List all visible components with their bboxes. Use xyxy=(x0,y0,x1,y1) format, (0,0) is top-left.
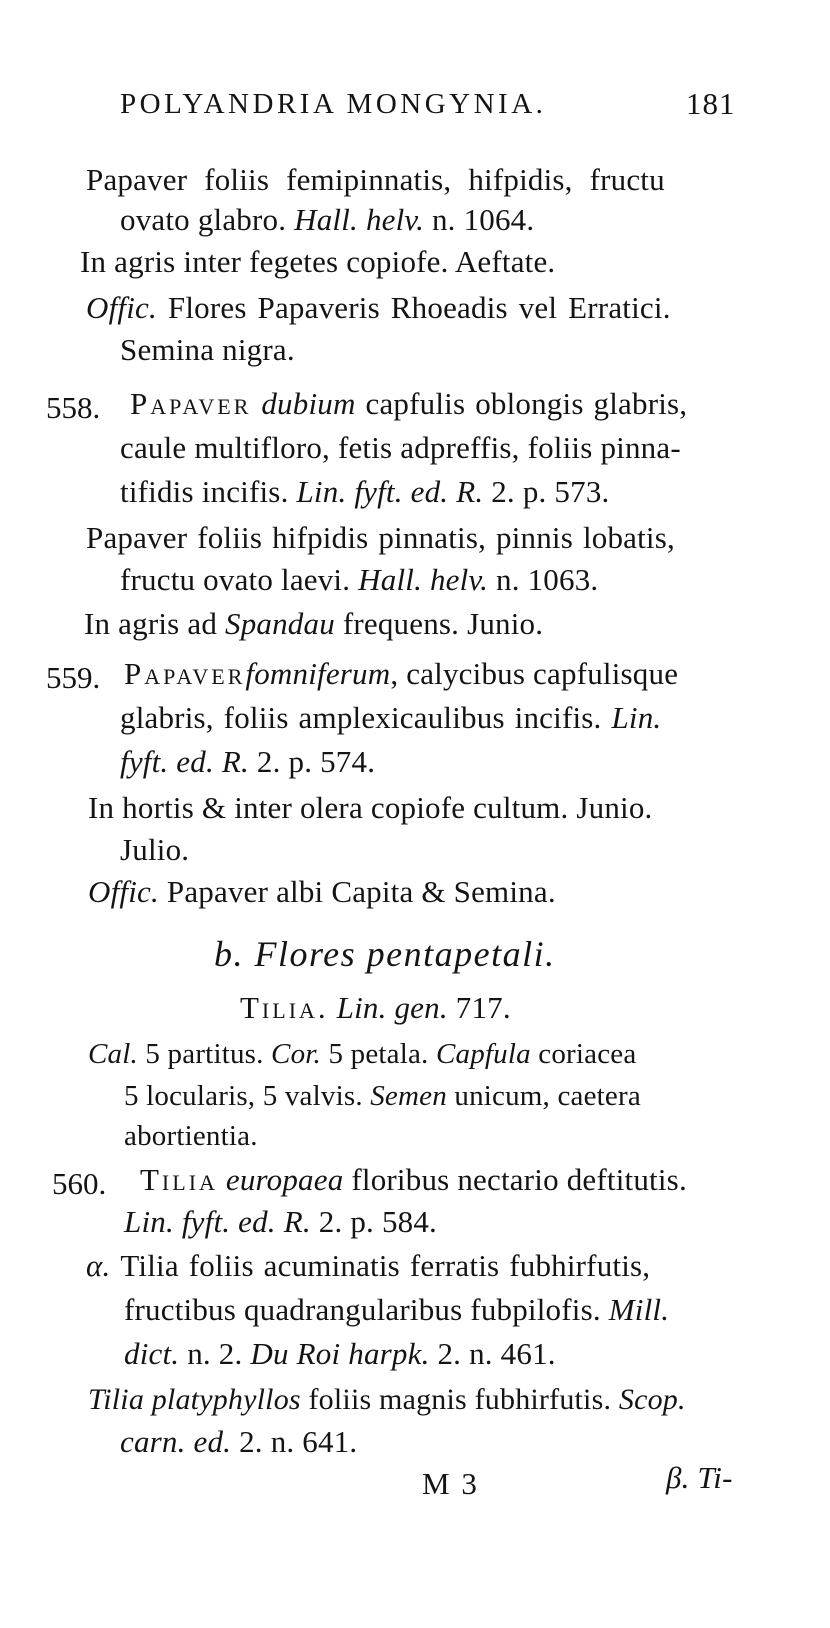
entry-559-line-4: In hortis & inter olera copiofe cultum. Junio. xyxy=(88,790,653,825)
running-title: POLYANDRIA MONGYNIA. xyxy=(120,88,547,120)
entry-560-line-2: Lin. fyft. ed. R. 2. p. 584. xyxy=(124,1204,437,1239)
genus-tilia-line-3: abortientia. xyxy=(124,1120,258,1152)
entry-558-line-5: fructu ovato laevi. Hall. helv. n. 1063. xyxy=(120,562,599,597)
entry-560-line-6: Tilia platyphyllos foliis magnis fubhirfutis. Scop. xyxy=(88,1383,686,1416)
entry-560-line-3: α. Tilia foliis acuminatis ferratis fubhirfutis, xyxy=(86,1248,651,1283)
entry-560-line-1: Tilia europaea floribus nectario deftitutis. xyxy=(140,1162,687,1197)
genus-tilia-line-1: Cal. 5 partitus. Cor. 5 petala. Capfula coriacea xyxy=(88,1038,637,1070)
genus-tilia-line-2: 5 locularis, 5 valvis. Semen unicum, caetera xyxy=(124,1080,641,1112)
entry-558-line-2: caule multifloro, fetis adpreffis, foliis pinna- xyxy=(120,430,681,465)
entry-560-line-7: carn. ed. 2. n. 641. xyxy=(120,1424,358,1459)
entry-558-line-6: In agris ad Spandau frequens. Junio. xyxy=(84,606,544,641)
signature-mark: M 3 xyxy=(422,1466,479,1501)
entry-560-line-5: dict. n. 2. Du Roi harpk. 2. n. 461. xyxy=(124,1336,556,1371)
entry-560-number: 560. xyxy=(52,1166,107,1201)
entry-557-line-4: Offic. Flores Papaveris Rhoeadis vel Erratici. xyxy=(86,290,671,325)
entry-557-line-3: In agris inter fegetes copiofe. Aeftate. xyxy=(80,244,556,279)
entry-558-line-4: Papaver foliis hifpidis pinnatis, pinnis lobatis, xyxy=(86,520,675,555)
entry-559-number: 559. xyxy=(46,660,101,695)
entry-558-line-1: Papaver dubium capfulis oblongis glabris, xyxy=(130,386,688,421)
entry-558-number: 558. xyxy=(46,390,101,425)
page-number: 181 xyxy=(686,86,736,121)
entry-559-line-1: Papaverfomniferum, calycibus capfulisque xyxy=(124,656,679,691)
entry-557-line-5: Semina nigra. xyxy=(120,332,295,367)
entry-559-line-2: glabris, foliis amplexicaulibus incifis. Lin. xyxy=(120,700,662,735)
genus-tilia-heading: Tilia. Lin. gen. 717. xyxy=(240,990,511,1025)
entry-559-line-5: Julio. xyxy=(120,832,190,867)
entry-557-line-1: Papaver foliis femipinnatis, hifpidis, fructu xyxy=(86,162,665,197)
entry-558-line-3: tifidis incifis. Lin. fyft. ed. R. 2. p. 573. xyxy=(120,474,610,509)
entry-560-line-4: fructibus quadrangularibus fubpilofis. Mill. xyxy=(124,1292,670,1327)
catchword: β. Ti- xyxy=(666,1460,733,1495)
entry-557-line-2: ovato glabro. Hall. helv. n. 1064. xyxy=(120,202,535,237)
entry-559-line-6: Offic. Papaver albi Capita & Semina. xyxy=(88,874,556,909)
entry-559-line-3: fyft. ed. R. 2. p. 574. xyxy=(120,744,376,779)
section-heading: b. Flores pentapetali. xyxy=(214,934,556,974)
